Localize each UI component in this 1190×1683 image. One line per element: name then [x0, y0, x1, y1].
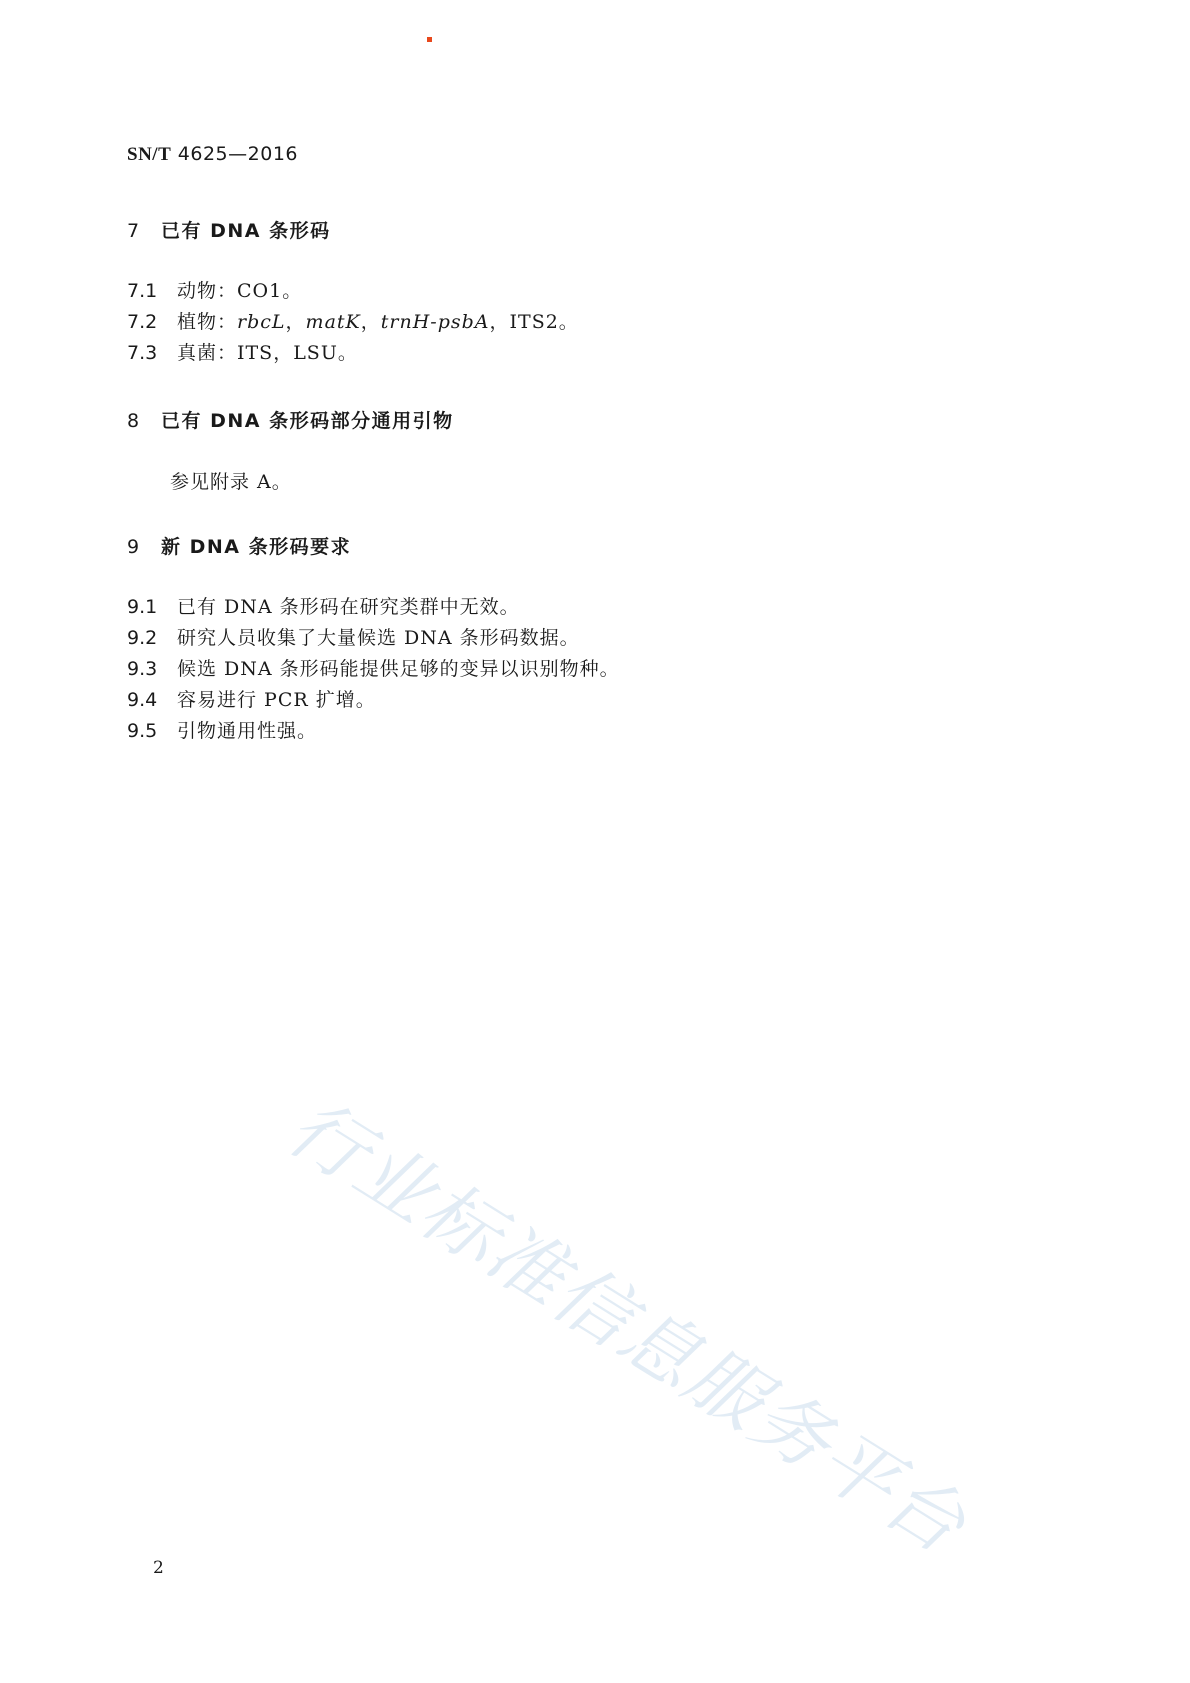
section-8-paragraph: 参见附录 A。	[170, 471, 292, 493]
clause-7-3	[127, 338, 358, 365]
clause-text: 候选 DNA 条形码能提供足够的变异以识别物种。	[177, 658, 620, 680]
clause-number: 7.1	[127, 280, 158, 302]
clause-9-1	[127, 592, 520, 619]
clause-9-3	[127, 654, 620, 681]
clause-number: 9.1	[127, 596, 158, 618]
page-number: 2	[153, 1558, 164, 1578]
clause-text: 动物：CO1。	[177, 280, 303, 302]
clause-9-2	[127, 623, 580, 650]
section-number: 8	[127, 410, 140, 432]
watermark: 行业标准信息服务平台	[273, 1081, 982, 1571]
clause-7-1	[127, 276, 302, 303]
gene-name: matK	[305, 311, 361, 333]
clause-number: 7.3	[127, 342, 158, 364]
clause-text: 研究人员收集了大量候选 DNA 条形码数据。	[177, 627, 580, 649]
clause-text: 容易进行 PCR 扩增。	[177, 689, 376, 711]
clause-9-4	[127, 685, 376, 712]
gene-name: rbcL	[237, 311, 286, 333]
section-number: 7	[127, 220, 140, 242]
section-heading-8	[127, 406, 454, 433]
clause-number: 9.2	[127, 627, 158, 649]
clause-number: 9.5	[127, 720, 158, 742]
clause-number: 7.2	[127, 311, 158, 333]
section-heading-9	[127, 532, 351, 559]
clause-text: 已有 DNA 条形码在研究类群中无效。	[177, 596, 520, 618]
standard-code: SN/T	[127, 144, 172, 165]
section-number: 9	[127, 536, 140, 558]
clause-number: 9.4	[127, 689, 158, 711]
gene-name: trnH-psbA	[380, 311, 490, 333]
standard-number: 4625—2016	[177, 143, 299, 165]
clause-9-5	[127, 716, 317, 743]
section-title: 已有 DNA 条形码部分通用引物	[161, 410, 454, 432]
clause-number: 9.3	[127, 658, 158, 680]
section-title: 新 DNA 条形码要求	[161, 536, 352, 558]
clause-text-prefix: 植物：	[177, 311, 238, 333]
section-heading-7	[127, 216, 331, 243]
clause-text-suffix: ITS2。	[509, 311, 579, 333]
clause-7-2: 7.2 植物：rbcL，matK，trnH-psbA，ITS2。	[127, 311, 579, 333]
standard-header	[127, 143, 298, 166]
clause-text: 真菌：ITS，LSU。	[177, 342, 358, 364]
section-title: 已有 DNA 条形码	[161, 220, 331, 242]
clause-text: 引物通用性强。	[177, 720, 318, 742]
marker-dot	[427, 37, 432, 42]
